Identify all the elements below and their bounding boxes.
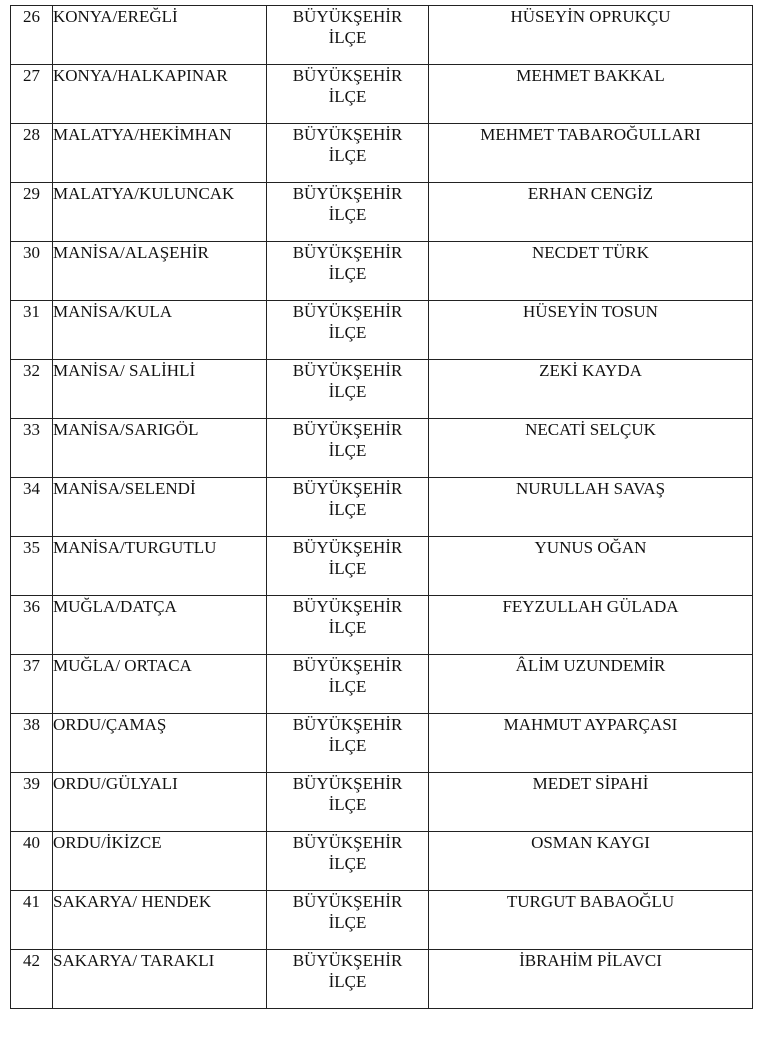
- province-district: MUĞLA/DATÇA: [53, 596, 267, 655]
- row-number: 32: [11, 360, 53, 419]
- municipality-type-line1: BÜYÜKŞEHİR: [292, 420, 403, 439]
- table-row: [11, 65, 753, 124]
- results-table-body: [11, 6, 753, 1009]
- municipality-type: [267, 124, 429, 183]
- municipality-type-line1: BÜYÜKŞEHİR: [292, 66, 403, 85]
- municipality-type: [267, 301, 429, 360]
- mayor-name: NECATİ SELÇUK: [429, 419, 753, 478]
- row-number: 29: [11, 183, 53, 242]
- municipality-type: [267, 537, 429, 596]
- row-number: 37: [11, 655, 53, 714]
- mayor-name: NECDET TÜRK: [429, 242, 753, 301]
- mayor-name: FEYZULLAH GÜLADA: [429, 596, 753, 655]
- province-district: MANİSA/SARIGÖL: [53, 419, 267, 478]
- municipality-type-line2: İLÇE: [328, 972, 367, 991]
- municipality-type: [267, 478, 429, 537]
- municipality-type-line2: İLÇE: [328, 677, 367, 696]
- municipality-type-line1: BÜYÜKŞEHİR: [292, 125, 403, 144]
- province-district: ORDU/ÇAMAŞ: [53, 714, 267, 773]
- table-row: [11, 124, 753, 183]
- municipality-type: [267, 65, 429, 124]
- municipality-type-line1: BÜYÜKŞEHİR: [292, 479, 403, 498]
- table-row: [11, 301, 753, 360]
- province-district: MUĞLA/ ORTACA: [53, 655, 267, 714]
- municipality-type-line1: BÜYÜKŞEHİR: [292, 951, 403, 970]
- province-district: MALATYA/HEKİMHAN: [53, 124, 267, 183]
- mayor-name: MEHMET BAKKAL: [429, 65, 753, 124]
- row-number: 40: [11, 832, 53, 891]
- municipality-type-line1: BÜYÜKŞEHİR: [292, 184, 403, 203]
- municipality-type-line2: İLÇE: [328, 500, 367, 519]
- municipality-type: [267, 773, 429, 832]
- table-row: [11, 360, 753, 419]
- mayor-name: HÜSEYİN OPRUKÇU: [429, 6, 753, 65]
- municipality-type-line2: İLÇE: [328, 736, 367, 755]
- municipality-type: [267, 419, 429, 478]
- municipality-type-line1: BÜYÜKŞEHİR: [292, 892, 403, 911]
- municipality-type: [267, 714, 429, 773]
- mayor-name: MEDET SİPAHİ: [429, 773, 753, 832]
- municipality-type-line2: İLÇE: [328, 795, 367, 814]
- municipality-type-line2: İLÇE: [328, 323, 367, 342]
- province-district: MANİSA/TURGUTLU: [53, 537, 267, 596]
- row-number: 33: [11, 419, 53, 478]
- table-row: [11, 6, 753, 65]
- row-number: 28: [11, 124, 53, 183]
- mayor-name: TURGUT BABAOĞLU: [429, 891, 753, 950]
- province-district: ORDU/GÜLYALI: [53, 773, 267, 832]
- municipality-type-line2: İLÇE: [328, 264, 367, 283]
- municipality-type-line2: İLÇE: [328, 854, 367, 873]
- table-row: [11, 537, 753, 596]
- province-district: SAKARYA/ TARAKLI: [53, 950, 267, 1009]
- row-number: 27: [11, 65, 53, 124]
- table-row: [11, 714, 753, 773]
- municipality-type-line1: BÜYÜKŞEHİR: [292, 597, 403, 616]
- municipality-type-line1: BÜYÜKŞEHİR: [292, 833, 403, 852]
- municipality-type: [267, 360, 429, 419]
- row-number: 30: [11, 242, 53, 301]
- row-number: 39: [11, 773, 53, 832]
- municipality-type-line2: İLÇE: [328, 559, 367, 578]
- province-district: MANİSA/ SALİHLİ: [53, 360, 267, 419]
- municipality-type-line2: İLÇE: [328, 382, 367, 401]
- mayor-name: İBRAHİM PİLAVCI: [429, 950, 753, 1009]
- mayor-name: MAHMUT AYPARÇASI: [429, 714, 753, 773]
- row-number: 35: [11, 537, 53, 596]
- mayor-name: MEHMET TABAROĞULLARI: [429, 124, 753, 183]
- municipality-type: [267, 6, 429, 65]
- table-row: [11, 242, 753, 301]
- municipality-type-line2: İLÇE: [328, 146, 367, 165]
- municipality-type-line1: BÜYÜKŞEHİR: [292, 243, 403, 262]
- table-row: [11, 183, 753, 242]
- province-district: ORDU/İKİZCE: [53, 832, 267, 891]
- municipality-type-line2: İLÇE: [328, 913, 367, 932]
- municipality-type-line2: İLÇE: [328, 441, 367, 460]
- municipality-type-line1: BÜYÜKŞEHİR: [292, 715, 403, 734]
- mayor-name: YUNUS OĞAN: [429, 537, 753, 596]
- mayor-name: OSMAN KAYGI: [429, 832, 753, 891]
- municipality-type: [267, 655, 429, 714]
- municipality-type-line2: İLÇE: [328, 87, 367, 106]
- row-number: 31: [11, 301, 53, 360]
- mayor-name: NURULLAH SAVAŞ: [429, 478, 753, 537]
- province-district: MANİSA/ALAŞEHİR: [53, 242, 267, 301]
- province-district: MANİSA/SELENDİ: [53, 478, 267, 537]
- mayor-name: ERHAN CENGİZ: [429, 183, 753, 242]
- municipality-type-line1: BÜYÜKŞEHİR: [292, 7, 403, 26]
- table-row: [11, 419, 753, 478]
- table-row: [11, 950, 753, 1009]
- row-number: 26: [11, 6, 53, 65]
- municipality-type: [267, 950, 429, 1009]
- municipality-type: [267, 183, 429, 242]
- municipality-type: [267, 596, 429, 655]
- municipality-type-line1: BÜYÜKŞEHİR: [292, 302, 403, 321]
- province-district: SAKARYA/ HENDEK: [53, 891, 267, 950]
- results-table: [10, 5, 753, 1009]
- table-row: [11, 596, 753, 655]
- municipality-type-line2: İLÇE: [328, 28, 367, 47]
- municipality-type-line1: BÜYÜKŞEHİR: [292, 656, 403, 675]
- municipality-type-line2: İLÇE: [328, 205, 367, 224]
- row-number: 41: [11, 891, 53, 950]
- table-row: [11, 478, 753, 537]
- province-district: KONYA/EREĞLİ: [53, 6, 267, 65]
- municipality-type: [267, 242, 429, 301]
- municipality-type-line1: BÜYÜKŞEHİR: [292, 538, 403, 557]
- municipality-type-line1: BÜYÜKŞEHİR: [292, 774, 403, 793]
- table-row: [11, 773, 753, 832]
- table-row: [11, 832, 753, 891]
- municipality-type: [267, 832, 429, 891]
- mayor-name: ZEKİ KAYDA: [429, 360, 753, 419]
- row-number: 38: [11, 714, 53, 773]
- province-district: KONYA/HALKAPINAR: [53, 65, 267, 124]
- row-number: 36: [11, 596, 53, 655]
- municipality-type: [267, 891, 429, 950]
- province-district: MALATYA/KULUNCAK: [53, 183, 267, 242]
- row-number: 34: [11, 478, 53, 537]
- table-row: [11, 891, 753, 950]
- province-district: MANİSA/KULA: [53, 301, 267, 360]
- mayor-name: HÜSEYİN TOSUN: [429, 301, 753, 360]
- municipality-type-line1: BÜYÜKŞEHİR: [292, 361, 403, 380]
- row-number: 42: [11, 950, 53, 1009]
- mayor-name: ÂLİM UZUNDEMİR: [429, 655, 753, 714]
- table-row: [11, 655, 753, 714]
- municipality-type-line2: İLÇE: [328, 618, 367, 637]
